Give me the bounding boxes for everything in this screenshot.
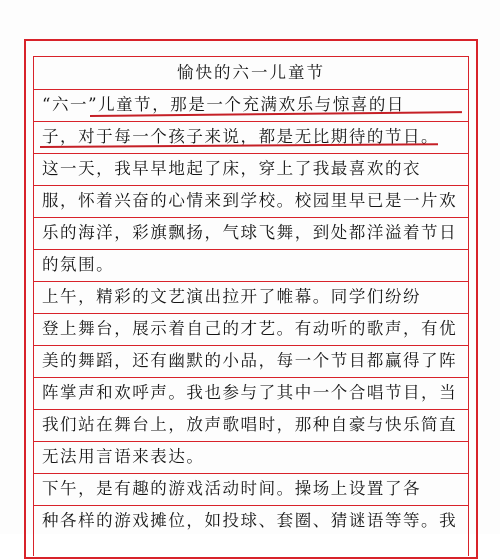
essay-line: 我们站在舞台上，放声歌唱时，那种自豪与快乐简直 (42, 415, 458, 434)
ruled-line (33, 377, 469, 378)
essay-line: 阵掌声和欢呼声。我也参与了其中一个合唱节目，当 (42, 383, 458, 402)
essay-line: 种各样的游戏摊位，如投球、套圈、猜谜语等等。我 (42, 511, 458, 530)
essay-line: 的氛围。 (42, 255, 115, 274)
ruled-line (33, 121, 469, 122)
essay-line: 这一天，我早早地起了床，穿上了我最喜欢的衣 (42, 159, 422, 178)
essay-line: “六一”儿童节，那是一个充满欢乐与惊喜的日 (42, 95, 405, 114)
essay-line: 下午，是有趣的游戏活动时间。操场上设置了各 (42, 479, 422, 498)
essay-line: 美的舞蹈，还有幽默的小品，每一个节目都赢得了阵 (42, 351, 458, 370)
essay-line: 子，对于每一个孩子来说，都是无比期待的节日。 (42, 127, 440, 146)
ruled-line (33, 217, 469, 218)
ruled-line (33, 473, 469, 474)
ruled-line (33, 249, 469, 250)
essay-line: 乐的海洋，彩旗飘扬，气球飞舞，到处都洋溢着节日 (42, 223, 458, 242)
ruled-line (33, 313, 469, 314)
essay-line: 登上舞台，展示着自己的才艺。有动听的歌声，有优 (42, 319, 458, 338)
ruled-line (33, 185, 469, 186)
ruled-line (33, 441, 469, 442)
ruled-line (33, 89, 469, 90)
ruled-line (33, 505, 469, 506)
ruled-line (33, 345, 469, 346)
ruled-line (33, 409, 469, 410)
essay-line: 服，怀着兴奋的心情来到学校。校园里早已是一片欢 (42, 191, 458, 210)
ruled-line (33, 281, 469, 282)
essay-title: 愉快的六一儿童节 (177, 63, 325, 82)
essay-line: 无法用言语来表达。 (42, 447, 205, 466)
essay-line: 上午，精彩的文艺演出拉开了帷幕。同学们纷纷 (42, 287, 422, 306)
ruled-line (33, 153, 469, 154)
